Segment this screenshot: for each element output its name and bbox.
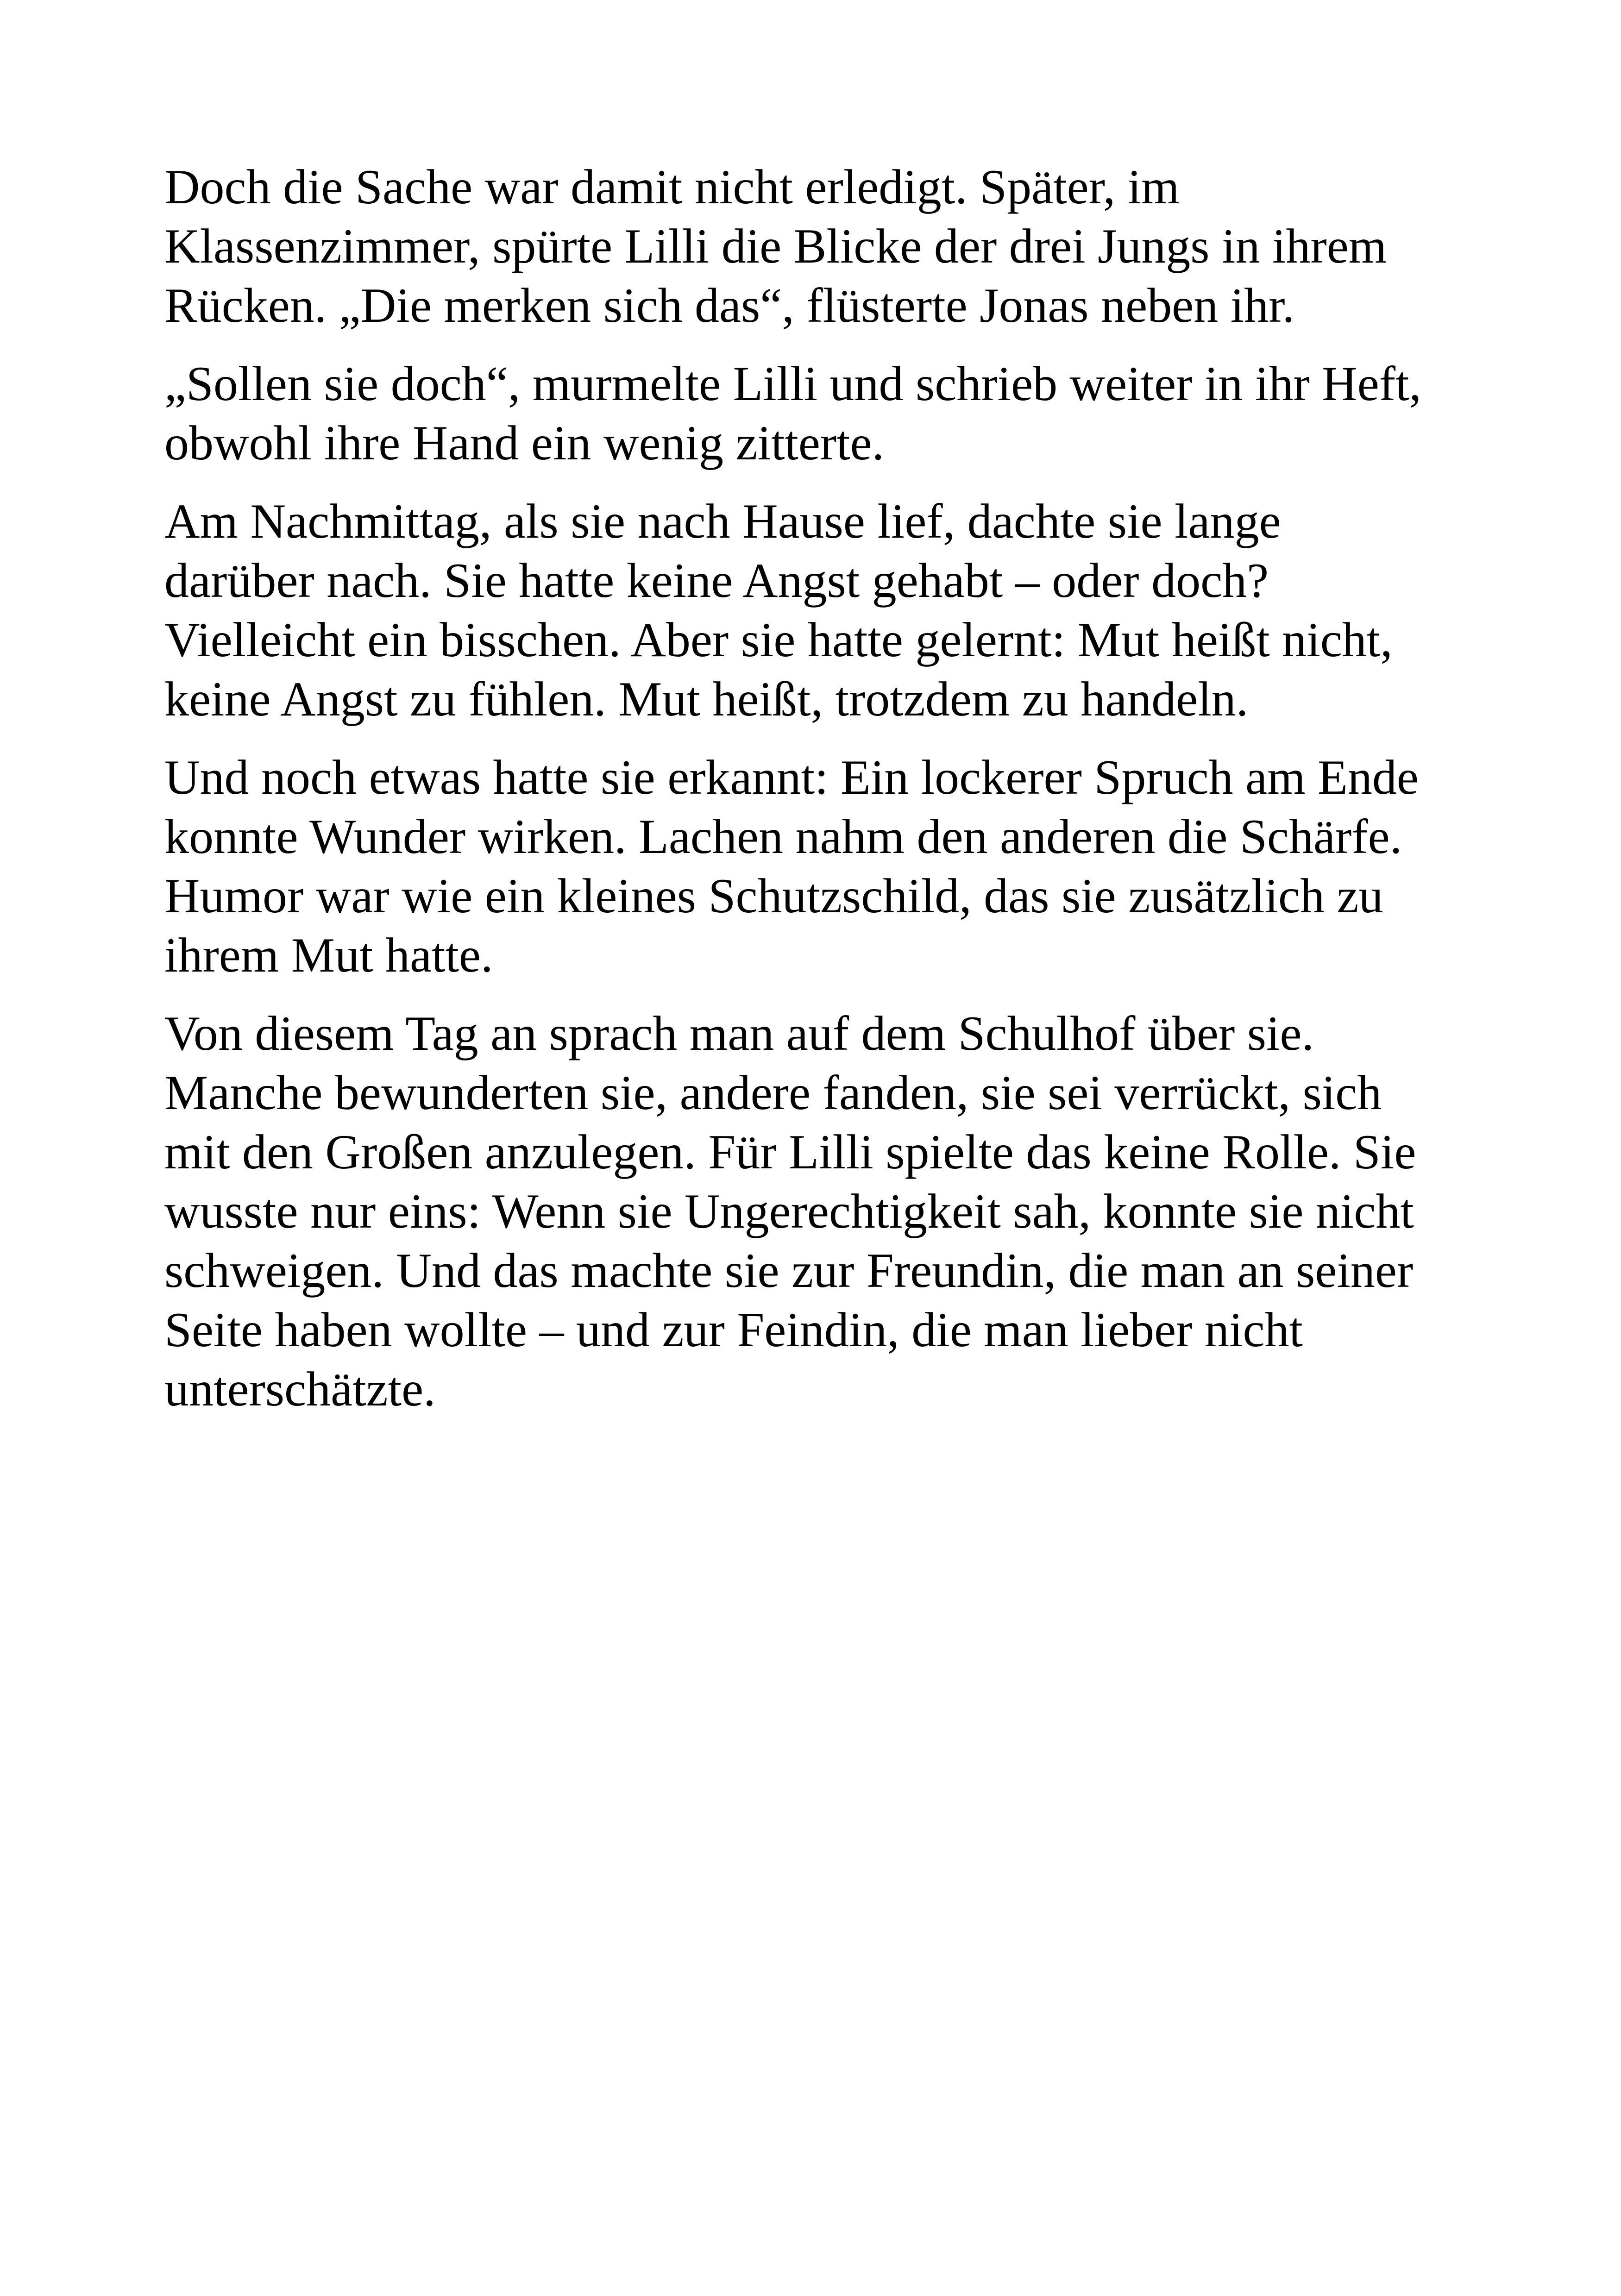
text-line: Humor war wie ein kleines Schutzschild, das sie zusätzlich zu bbox=[164, 869, 1383, 923]
text-line: Vielleicht ein bisschen. Aber sie hatte gelernt: Mut heißt nicht, bbox=[164, 613, 1393, 667]
text-line: Rücken. „Die merken sich das“, flüsterte Jonas neben ihr. bbox=[164, 278, 1295, 332]
text-line: ihrem Mut hatte. bbox=[164, 928, 493, 982]
text-line: Doch die Sache war damit nicht erledigt. Später, im bbox=[164, 160, 1180, 214]
text-line: keine Angst zu fühlen. Mut heißt, trotzdem zu handeln. bbox=[164, 672, 1249, 726]
text-line: obwohl ihre Hand ein wenig zitterte. bbox=[164, 416, 885, 470]
paragraph-4 bbox=[164, 748, 1466, 985]
text-line: schweigen. Und das machte sie zur Freundin, die man an seiner bbox=[164, 1243, 1414, 1298]
text-line: Seite haben wollte – und zur Feindin, die man lieber nicht bbox=[164, 1303, 1303, 1357]
text-line: darüber nach. Sie hatte keine Angst gehabt – oder doch? bbox=[164, 553, 1269, 608]
text-line: Und noch etwas hatte sie erkannt: Ein lockerer Spruch am Ende bbox=[164, 750, 1419, 804]
text-line: wusste nur eins: Wenn sie Ungerechtigkeit sah, konnte sie nicht bbox=[164, 1184, 1414, 1238]
text-line: „Sollen sie doch“, murmelte Lilli und schrieb weiter in ihr Heft, bbox=[164, 357, 1422, 411]
text-line: mit den Großen anzulegen. Für Lilli spielte das keine Rolle. Sie bbox=[164, 1125, 1416, 1179]
text-line: Klassenzimmer, spürte Lilli die Blicke der drei Jungs in ihrem bbox=[164, 219, 1387, 273]
paragraph-3 bbox=[164, 492, 1466, 729]
text-line: konnte Wunder wirken. Lachen nahm den anderen die Schärfe. bbox=[164, 809, 1402, 864]
text-line: unterschätzte. bbox=[164, 1362, 436, 1416]
paragraph-1 bbox=[164, 157, 1466, 335]
body-text bbox=[164, 157, 1466, 1438]
paragraph-5 bbox=[164, 1004, 1466, 1419]
paragraph-2 bbox=[164, 354, 1466, 473]
text-line: Am Nachmittag, als sie nach Hause lief, dachte sie lange bbox=[164, 494, 1281, 548]
text-line: Manche bewunderten sie, andere fanden, sie sei verrückt, sich bbox=[164, 1066, 1382, 1120]
text-line: Von diesem Tag an sprach man auf dem Schulhof über sie. bbox=[164, 1006, 1314, 1060]
